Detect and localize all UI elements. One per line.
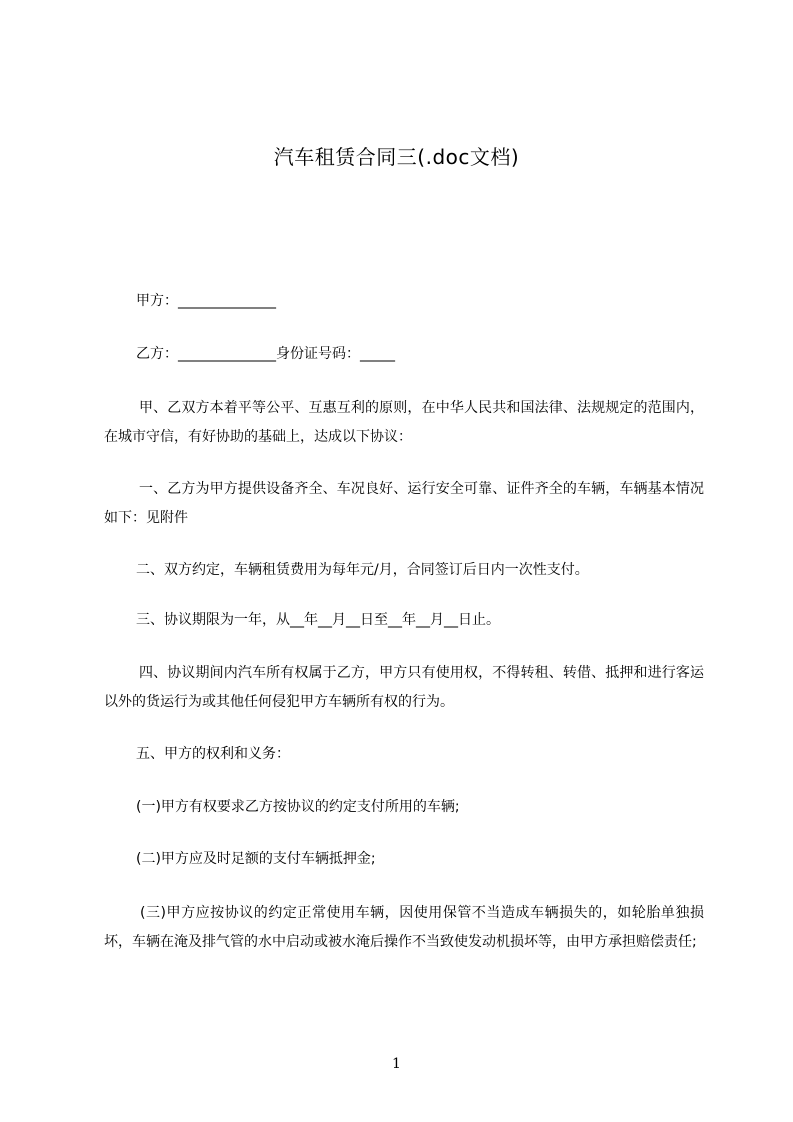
clause-4-paragraph: 四、协议期间内汽车所有权属于乙方，甲方只有使用权，不得转租、转借、抵押和进行客运以外的货运行为或其他任何侵犯甲方车辆所有权的行为。 [104,665,704,710]
item-3-paragraph: (三)甲方应按协议的约定正常使用车辆，因使用保管不当造成车辆损失的，如轮胎单独损坏，车辆在淹及排气管的水中启动或被水淹后操作不当致使发动机损坏等，由甲方承担赔偿责任; [104,905,704,950]
clause-1-paragraph: 一、乙方为甲方提供设备齐全、车况良好、运行安全可靠、证件齐全的车辆，车辆基本情况如下：见附件 [104,481,704,526]
item-2-paragraph: (二)甲方应及时足额的支付车辆抵押金; [136,851,376,867]
document-title: 汽车租赁合同三(.doc文档) [273,145,520,169]
party-a-line: 甲方：______________ [136,293,276,309]
page-number: 1 [392,1056,401,1072]
preamble-paragraph: 甲、乙双方本着平等公平、互惠互利的原则，在中华人民共和国法律、法规规定的范围内，在城市守信，有好协助的基础上，达成以下协议： [104,400,704,445]
party-b-line: 乙方：______________身份证号码：_____ [136,346,395,362]
clause-5-heading: 五、甲方的权利和义务： [136,746,290,762]
clause-2-paragraph: 二、双方约定，车辆租赁费用为每年元/月，合同签订后日内一次性支付。 [136,562,589,578]
clause-3-paragraph: 三、协议期限为一年，从__年__月__日至__年__月__日止。 [136,612,500,628]
item-1-paragraph: (一)甲方有权要求乙方按协议的约定支付所用的车辆; [136,799,460,815]
